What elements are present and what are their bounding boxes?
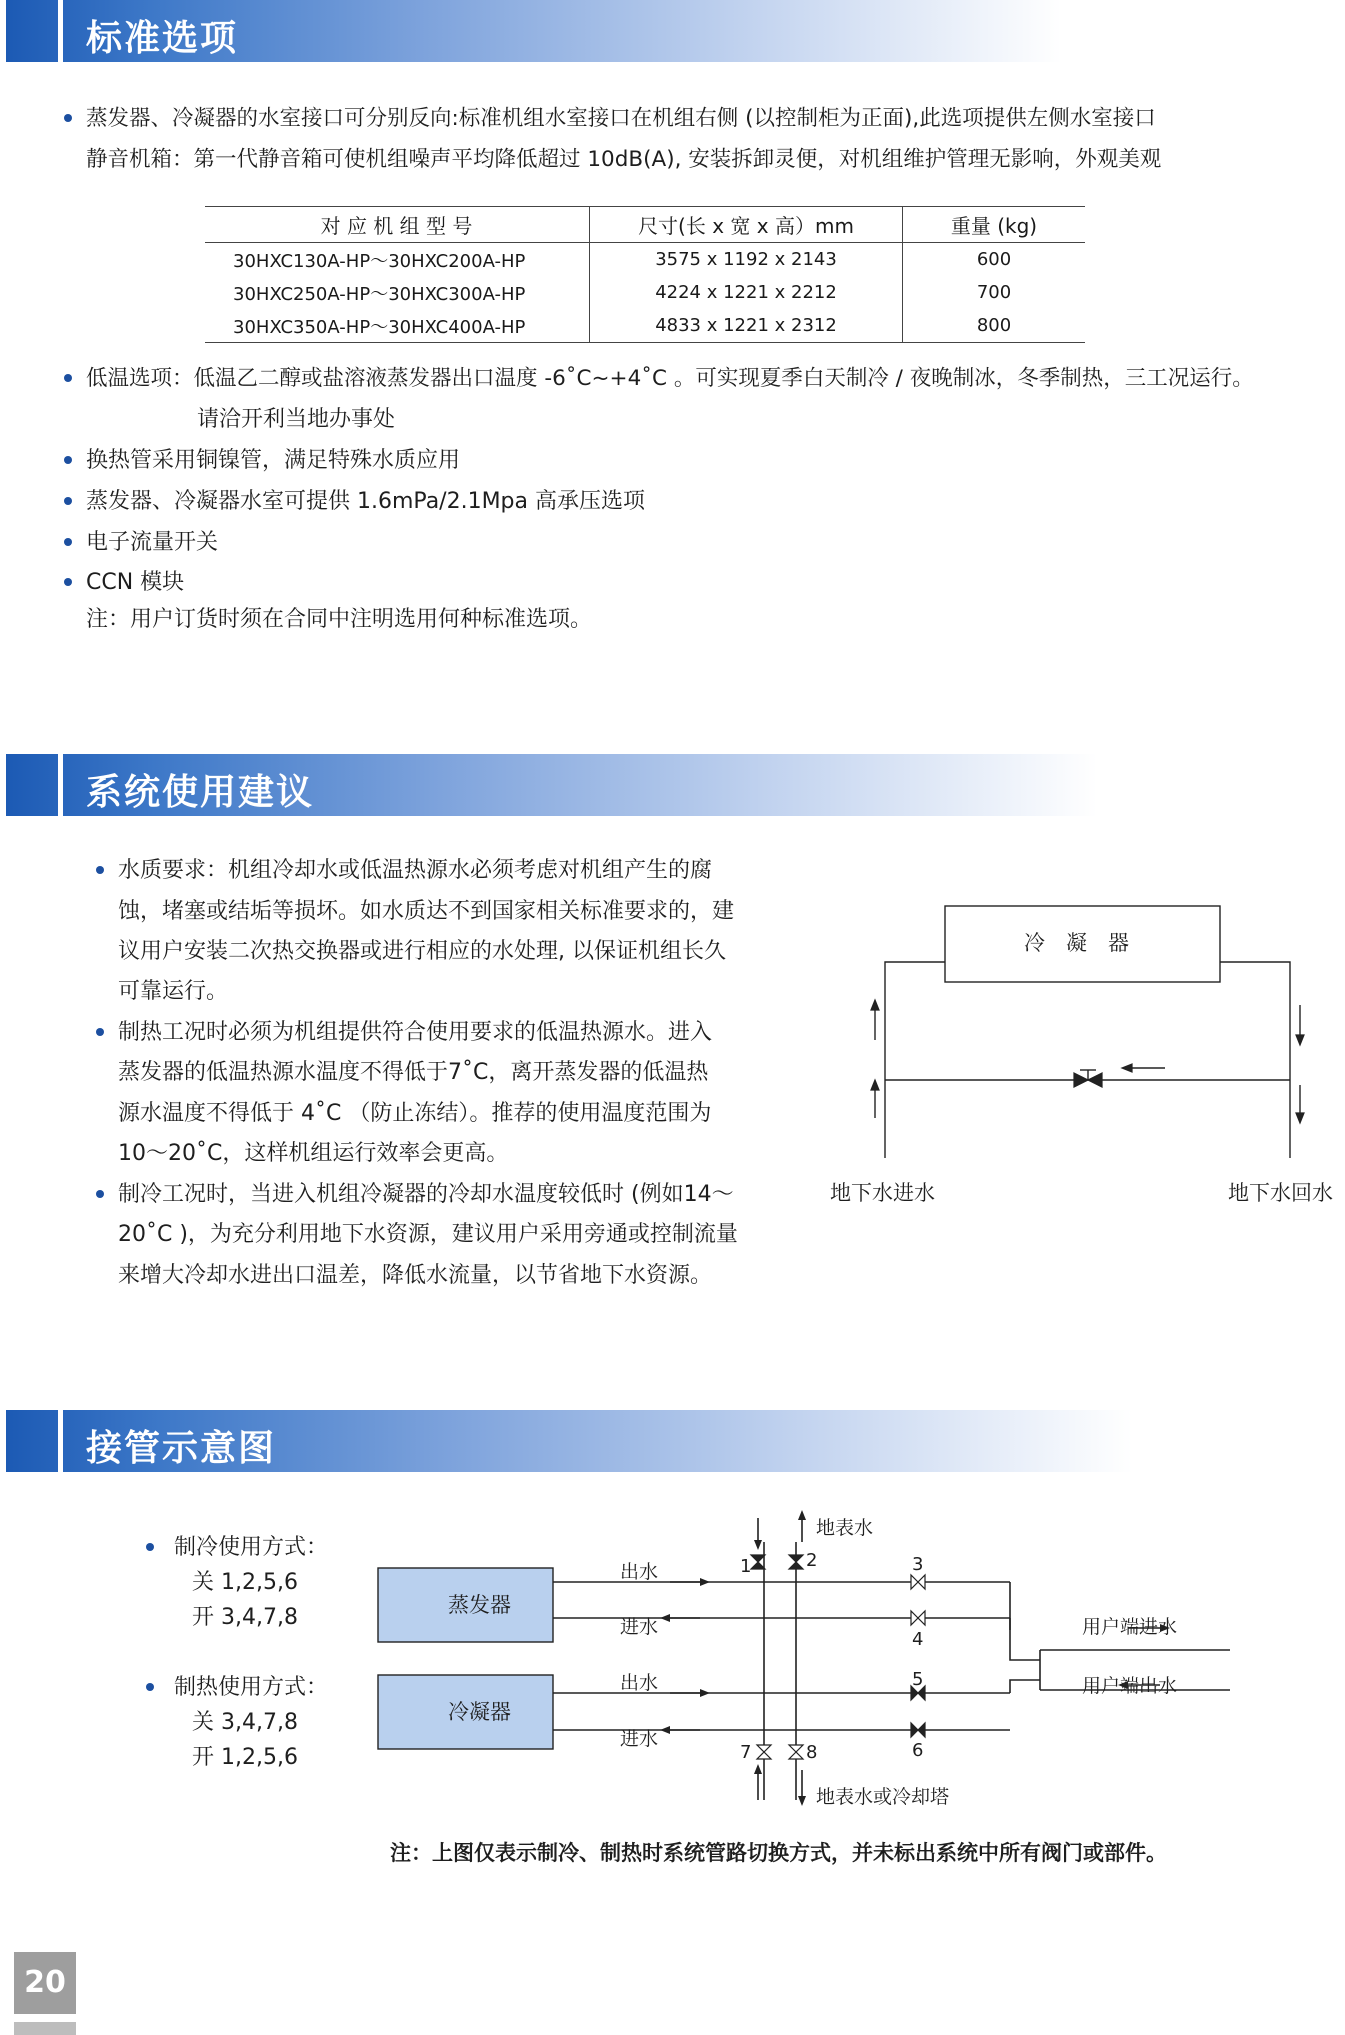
table-row [205,243,1085,277]
options-note: 注：用户订货时须在合同中注明选用何种标准选项。 [86,607,593,632]
condenser-out-label: 出水 [620,1672,659,1694]
condenser-label: 冷 凝 器 [1024,931,1129,955]
header-divider [58,0,63,62]
advice-water-quality-line: 蚀，堵塞或结垢等损坏。如水质达不到国家相关标准要求的，建 [118,899,735,924]
valve-4-label: 4 [912,1629,924,1650]
condenser-in-label: 进水 [620,1728,659,1750]
surface-or-tower-label: 地表水或冷却塔 [816,1786,950,1808]
table-cell-weight: 600 [903,243,1086,277]
piping-diagram [370,1500,1250,1820]
advice-heating-line: 源水温度不得低于 4˚C （防止冻结）。推荐的使用温度范围为 [118,1101,712,1126]
surface-water-label: 地表水 [816,1517,874,1539]
piping-note: 注：上图仅表示制冷、制热时系统管路切换方式，并未标出系统中所有阀门或部件。 [390,1841,1167,1865]
bullet-icon [64,456,72,464]
table-cell-size: 4833 x 1221 x 2312 [590,309,903,343]
option-ccn-module: CCN 模块 [86,570,185,595]
table-cell-size: 3575 x 1192 x 2143 [590,243,903,277]
arrow-down-icon [798,1796,806,1806]
groundwater-inlet-label: 地下水进水 [830,1181,935,1205]
section-title: 接管示意图 [86,1428,277,1469]
option-tube-material: 换热管采用铜镍管，满足特殊水质应用 [86,448,461,473]
valve-3-icon [911,1575,925,1589]
advice-water-quality-line: 可靠运行。 [118,979,229,1004]
arrow-down-icon [754,1540,762,1550]
spec-table [205,206,1085,343]
advice-water-quality-line: 议用户安装二次热交换器或进行相应的水处理, 以保证机组长久 [118,939,726,964]
evaporator-label: 蒸发器 [448,1593,511,1617]
arrow-down-icon [1296,1035,1304,1045]
arrow-up-icon [871,1000,879,1010]
option-low-temp: 低温选项：低温乙二醇或盐溶液蒸发器出口温度 -6˚C~+4˚C 。可实现夏季白天制冷 / 夜晚制冰，冬季制热，三工况运行。 [86,366,1254,391]
valve-2-icon [789,1555,803,1569]
valve-1-label: 1 [740,1556,752,1577]
user-out-label: 用户端出水 [1082,1675,1178,1697]
section-title: 标准选项 [86,18,239,59]
arrow-down-icon [1296,1113,1304,1123]
option-silent-box: 静音机箱：第一代静音箱可使机组噪声平均降低超过 10dB(A), 安装拆卸灵便，对机组维护管理无影响，外观美观 [86,147,1162,172]
option-reverse-water-box: 蒸发器、冷凝器的水室接口可分别反向:标准机组水室接口在机组右侧 (以控制柜为正面),此选项提供左侧水室接口 [86,106,1156,131]
arrow-right-icon [700,1578,710,1586]
cooling-mode-closed: 关 1,2,5,6 [192,1570,298,1595]
valve-7-label: 7 [740,1742,752,1763]
section-header-standard-options [6,0,1206,62]
section-title: 系统使用建议 [86,772,315,813]
table-cell-model: 30HXC130A-HP～30HXC200A-HP [233,250,526,272]
heating-mode-closed: 关 3,4,7,8 [192,1710,298,1735]
cooling-mode-open: 开 3,4,7,8 [192,1605,298,1630]
column-header-size: 尺寸(长 x 宽 x 高）mm [590,207,903,243]
option-low-temp-contact: 请洽开利当地办事处 [197,407,396,432]
heating-mode-label: 制热使用方式： [174,1675,329,1700]
valve-4-icon [911,1611,925,1625]
page-badge-foot [14,2022,76,2035]
advice-cooling-line: 制冷工况时，当进入机组冷凝器的冷却水温度较低时 (例如14～ [118,1182,734,1207]
table-cell-size: 4224 x 1221 x 2212 [590,276,903,309]
advice-heating-line: 制热工况时必须为机组提供符合使用要求的低温热源水。进入 [118,1020,713,1045]
bullet-icon [64,114,72,122]
advice-water-quality-line: 水质要求：机组冷却水或低温热源水必须考虑对机组产生的腐 [118,858,713,883]
advice-cooling-line: 来增大冷却水进出口温差，降低水流量，以节省地下水资源。 [118,1263,713,1288]
page-number: 20 [14,1952,76,2014]
arrow-left-icon [660,1726,670,1734]
valve-8-label: 8 [806,1742,818,1763]
arrow-up-icon [798,1510,806,1520]
valve-6-label: 6 [912,1740,924,1761]
section-header-system-advice [6,754,1246,816]
table-cell-weight: 700 [903,276,1086,309]
table-row [205,309,1085,343]
bullet-icon [96,866,104,874]
valve-8-icon [789,1745,803,1759]
bullet-icon [96,1028,104,1036]
table-cell-model: 30HXC250A-HP～30HXC300A-HP [233,283,526,305]
table-cell-weight: 800 [903,309,1086,343]
section-header-piping [6,1410,1286,1472]
arrow-up-icon [871,1080,879,1090]
table-row [205,276,1085,309]
bullet-icon [64,538,72,546]
cooling-mode-label: 制冷使用方式： [174,1535,329,1560]
advice-heating-line: 蒸发器的低温热源水温度不得低于7˚C，离开蒸发器的低温热 [118,1060,709,1085]
condenser-label: 冷凝器 [448,1700,511,1724]
valve-6-icon [911,1723,925,1737]
valve-5-label: 5 [912,1669,924,1690]
column-header-model: 对 应 机 组 型 号 [205,207,590,243]
table-header-row [205,207,1085,243]
groundwater-outlet-label: 地下水回水 [1228,1181,1333,1205]
user-in-label: 用户端进水 [1082,1616,1178,1638]
arrow-left-icon [1122,1064,1132,1072]
valve-7-icon [757,1745,771,1759]
option-flow-switch: 电子流量开关 [86,530,219,555]
groundwater-diagram [800,880,1345,1220]
evaporator-in-label: 进水 [620,1616,659,1638]
header-divider [58,1410,63,1472]
valve-1-icon [751,1555,765,1569]
valve-2-label: 2 [806,1550,818,1571]
evaporator-out-label: 出水 [620,1561,659,1583]
table-cell-model: 30HXC350A-HP～30HXC400A-HP [205,309,590,343]
bullet-icon [146,1683,154,1691]
header-divider [58,754,63,816]
bullet-icon [64,578,72,586]
arrow-right-icon [700,1689,710,1697]
bullet-icon [146,1543,154,1551]
heating-mode-open: 开 1,2,5,6 [192,1745,298,1770]
valve-3-label: 3 [912,1554,924,1575]
column-header-weight: 重量 (kg) [903,207,1086,243]
arrow-left-icon [660,1614,670,1622]
bullet-icon [96,1190,104,1198]
bullet-icon [64,497,72,505]
advice-heating-line: 10～20˚C，这样机组运行效率会更高。 [118,1141,509,1166]
advice-cooling-line: 20˚C )，为充分利用地下水资源，建议用户采用旁通或控制流量 [118,1222,738,1247]
bullet-icon [64,374,72,382]
option-high-pressure: 蒸发器、冷凝器水室可提供 1.6mPa/2.1Mpa 高承压选项 [86,489,645,514]
arrow-up-icon [754,1764,762,1774]
